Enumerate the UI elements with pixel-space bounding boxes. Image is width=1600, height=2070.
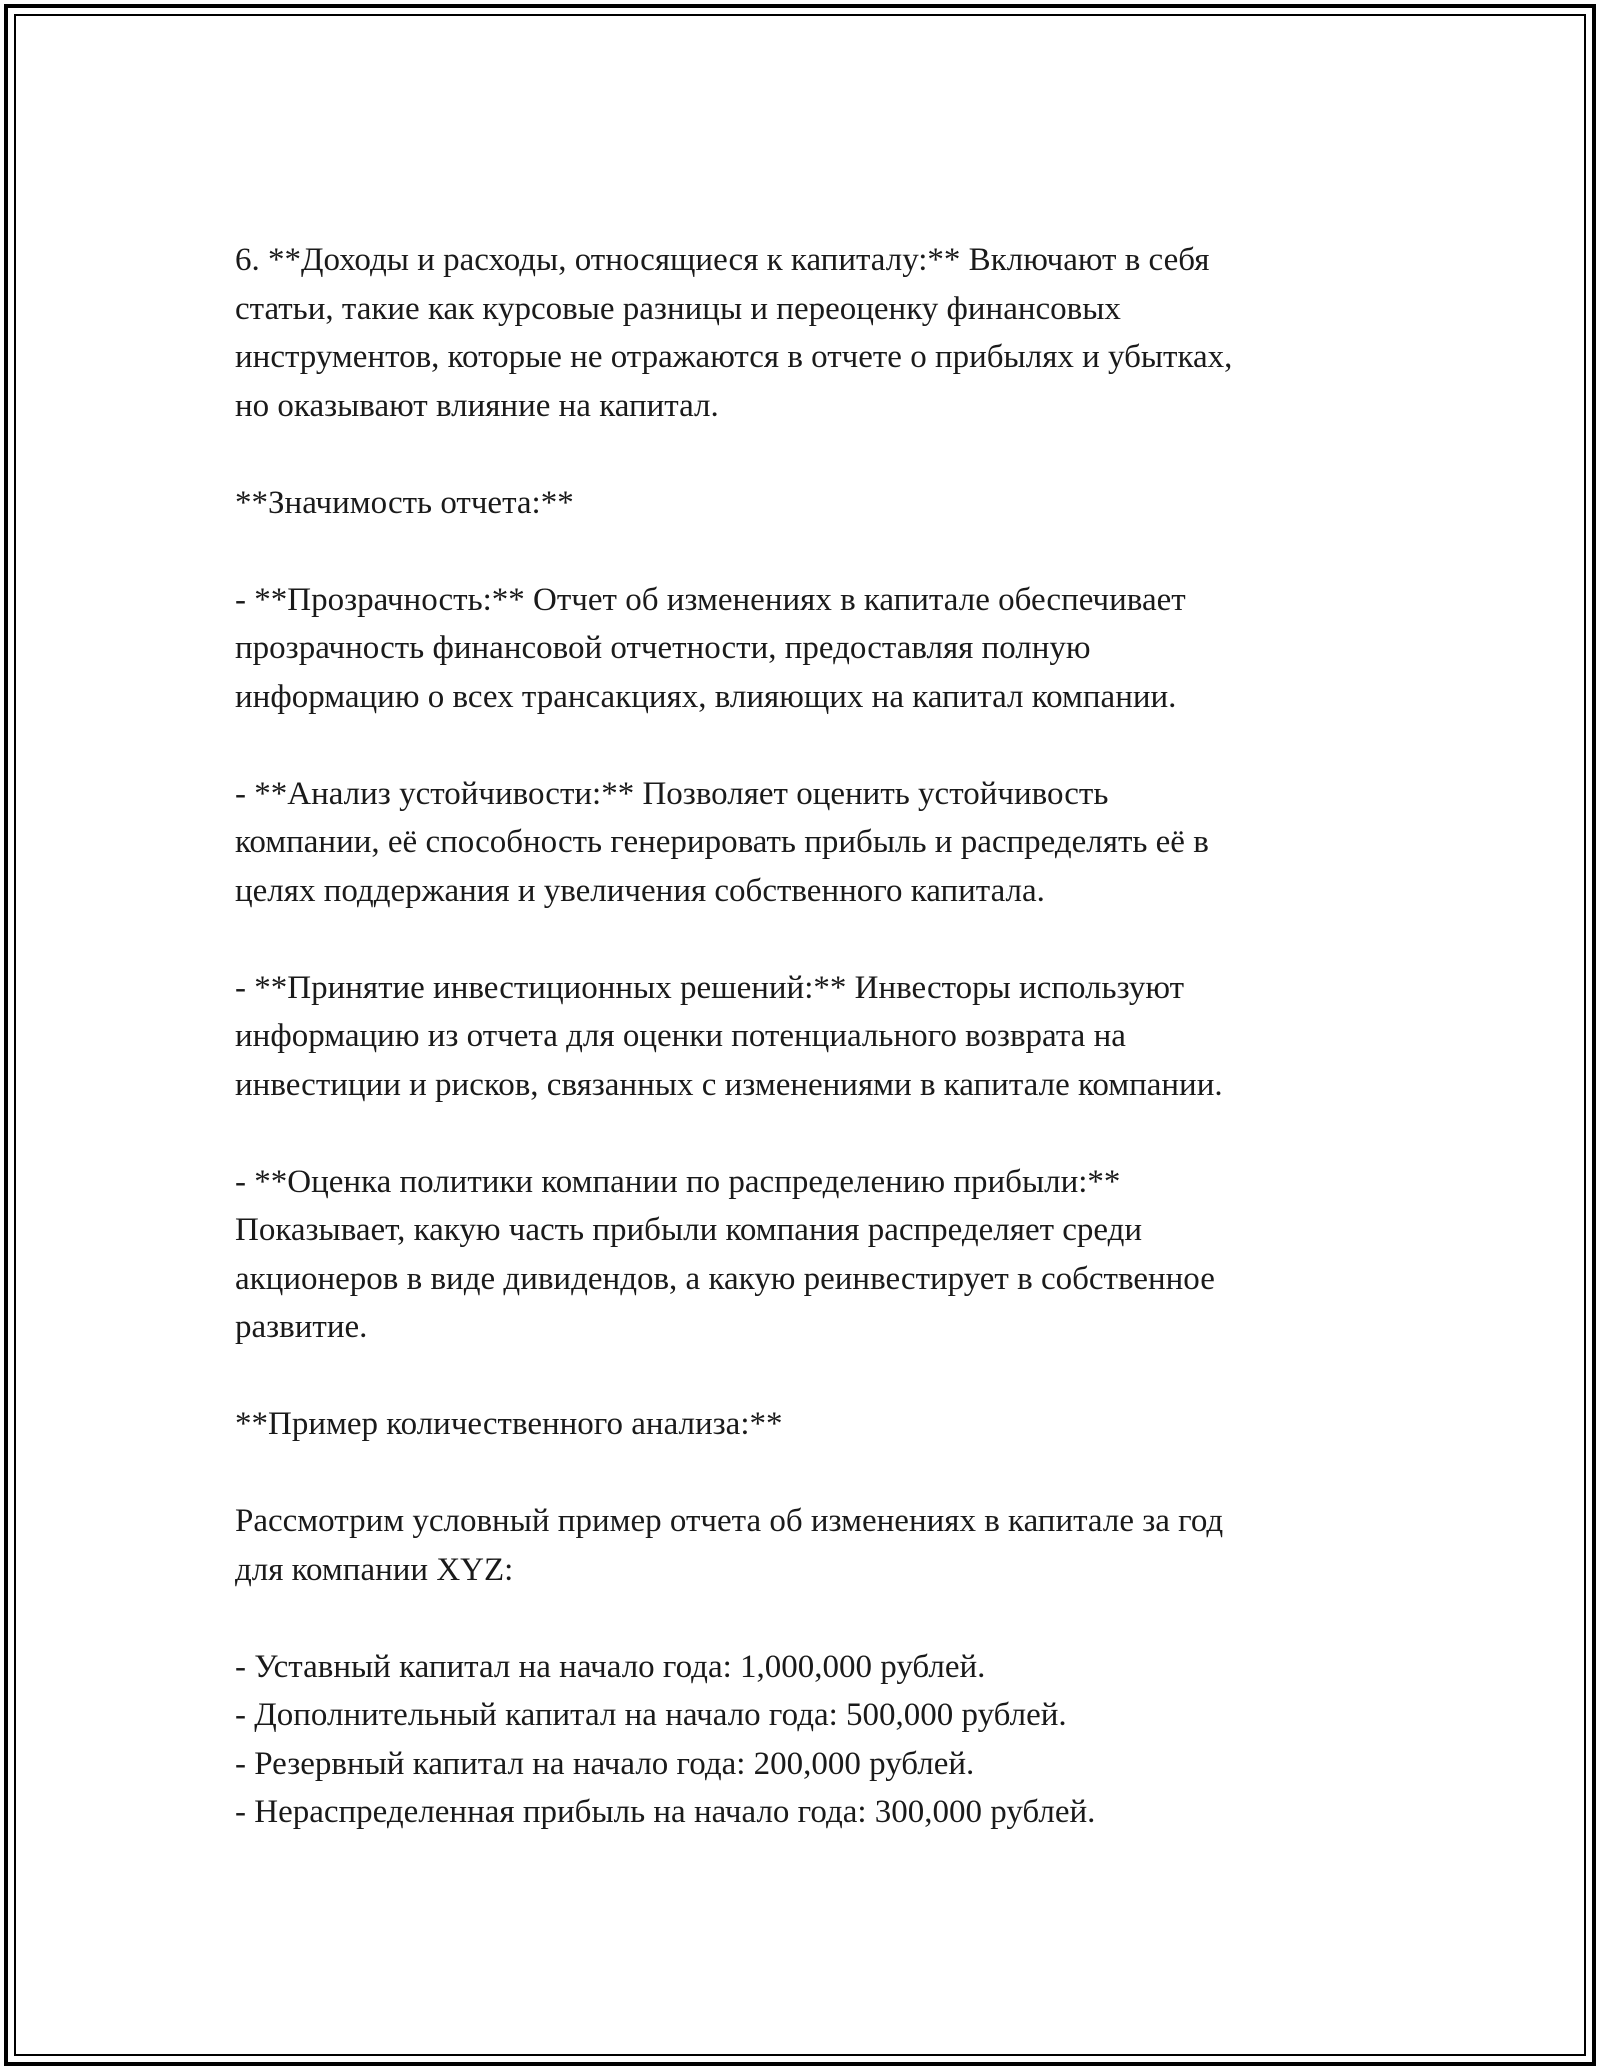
list-item: - Уставный капитал на начало года: 1,000,000 рублей. bbox=[235, 1648, 986, 1685]
paragraph-example-intro: Рассмотрим условный пример отчета об изменениях в капитале за год для компании XYZ: bbox=[235, 1503, 1224, 1588]
list-item: - Резервный капитал на начало года: 200,000 рублей. bbox=[235, 1745, 975, 1782]
paragraph-investment-decisions: - **Принятие инвестиционных решений:** Инвесторы используют информацию из отчета для оценки потенциального возврата на инвестиции и рисков, связанных с изменениями в капитале компании. bbox=[235, 969, 1223, 1103]
paragraph-capital-income-expenses: 6. **Доходы и расходы, относящиеся к капиталу:** Включают в себя статьи, такие как курсовые разницы и переоценку финансовых инструментов, которые не отражаются в отчете о прибылях и убытках, но оказывают влияние на капитал. bbox=[235, 242, 1233, 424]
list-item: - Дополнительный капитал на начало года: 500,000 рублей. bbox=[235, 1697, 1067, 1733]
paragraph-transparency: - **Прозрачность:** Отчет об изменениях в капитале обеспечивает прозрачность финансовой отчетности, предоставляя полную информацию о всех трансакциях, влияющих на капитал компании. bbox=[235, 581, 1186, 715]
paragraph-profit-distribution-policy: - **Оценка политики компании по распределению прибыли:** Показывает, какую часть прибыли компания распределяет среди акционеров в виде дивидендов, а какую реинвестирует в собственное развитие. bbox=[235, 1163, 1215, 1345]
document-body bbox=[235, 236, 1415, 1837]
capital-list bbox=[235, 1643, 1415, 1837]
paragraph-stability-analysis: - **Анализ устойчивости:** Позволяет оценить устойчивость компании, её способность генерировать прибыль и распределять её в целях поддержания и увеличения собственного капитала. bbox=[235, 775, 1209, 909]
heading-quantitative-example: **Пример количественного анализа:** bbox=[235, 1406, 783, 1442]
heading-report-significance: **Значимость отчета:** bbox=[235, 484, 574, 521]
list-item: - Нераспределенная прибыль на начало года: 300,000 рублей. bbox=[235, 1794, 1096, 1830]
